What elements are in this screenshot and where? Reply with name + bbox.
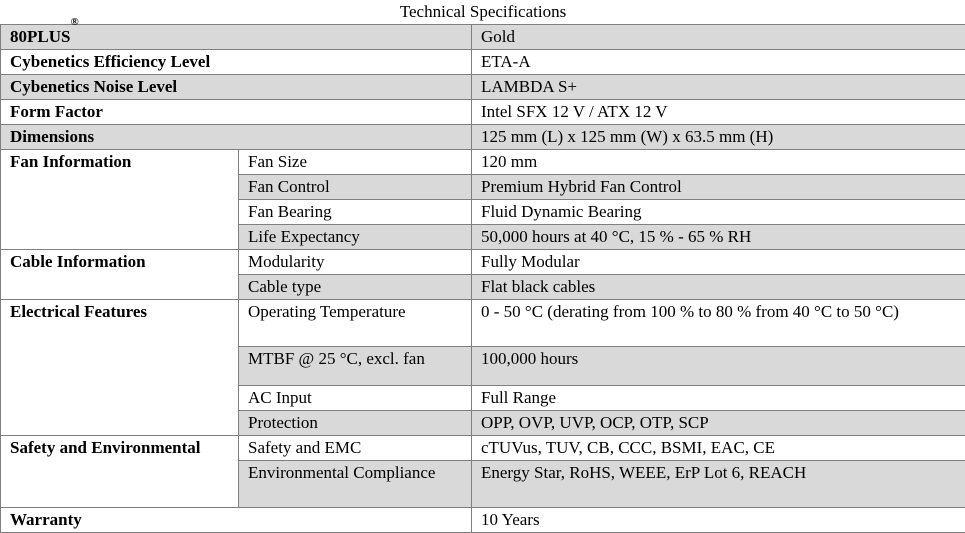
sub-label-safety-emc: Safety and EMC (239, 436, 472, 461)
row-value-cybenetics-noise: LAMBDA S+ (472, 75, 965, 100)
sub-label-fan-size: Fan Size (239, 150, 472, 175)
row-label-dimensions: Dimensions (1, 125, 472, 150)
sub-label-modularity: Modularity (239, 250, 472, 275)
table-title-row (1, 0, 965, 25)
group-label-cable-information: Cable Information (1, 250, 239, 300)
row-label-cybenetics-efficiency: Cybenetics Efficiency Level (1, 50, 472, 75)
sub-value-ac-input: Full Range (472, 386, 965, 411)
sub-value-cable-type: Flat black cables (472, 275, 965, 300)
row-value-form-factor: Intel SFX 12 V / ATX 12 V (472, 100, 965, 125)
sub-value-mtbf: 100,000 hours (472, 347, 965, 386)
row-label-form-factor: Form Factor (1, 100, 472, 125)
table-row (1, 25, 965, 50)
row-label-cybenetics-noise: Cybenetics Noise Level (1, 75, 472, 100)
sub-label-environmental-compliance: Environmental Compliance (239, 461, 472, 508)
sub-value-fan-size: 120 mm (472, 150, 965, 175)
row-value-warranty: 10 Years (472, 508, 965, 533)
row-label-80plus (1, 25, 472, 50)
sub-label-mtbf: MTBF @ 25 °C, excl. fan (239, 347, 472, 386)
table-row (1, 436, 965, 461)
label-text: 80PLUS (10, 27, 70, 46)
sub-label-life-expectancy: Life Expectancy (239, 225, 472, 250)
table-row (1, 75, 965, 100)
registered-mark: ® (70, 16, 78, 28)
sub-value-environmental-compliance: Energy Star, RoHS, WEEE, ErP Lot 6, REACH (472, 461, 965, 508)
sub-value-modularity: Fully Modular (472, 250, 965, 275)
row-value-dimensions: 125 mm (L) x 125 mm (W) x 63.5 mm (H) (472, 125, 965, 150)
sub-value-protection: OPP, OVP, UVP, OCP, OTP, SCP (472, 411, 965, 436)
table-row (1, 125, 965, 150)
table-row (1, 150, 965, 175)
sub-label-operating-temperature: Operating Temperature (239, 300, 472, 347)
table-row (1, 508, 965, 533)
table-row (1, 50, 965, 75)
sub-value-fan-bearing: Fluid Dynamic Bearing (472, 200, 965, 225)
row-value-80plus: Gold (472, 25, 965, 50)
table-title: Technical Specifications (1, 0, 965, 25)
sub-label-fan-bearing: Fan Bearing (239, 200, 472, 225)
row-value-cybenetics-efficiency: ETA-A (472, 50, 965, 75)
table-row (1, 300, 965, 347)
sub-value-operating-temperature: 0 - 50 °C (derating from 100 % to 80 % from 40 °C to 50 °C) (472, 300, 965, 347)
group-label-fan-information: Fan Information (1, 150, 239, 250)
row-label-warranty: Warranty (1, 508, 472, 533)
sub-label-fan-control: Fan Control (239, 175, 472, 200)
sub-value-fan-control: Premium Hybrid Fan Control (472, 175, 965, 200)
sub-label-cable-type: Cable type (239, 275, 472, 300)
group-label-electrical-features: Electrical Features (1, 300, 239, 436)
sub-value-safety-emc: cTUVus, TUV, CB, CCC, BSMI, EAC, CE (472, 436, 965, 461)
table-row (1, 100, 965, 125)
table-row (1, 250, 965, 275)
group-label-safety-environmental: Safety and Environmental (1, 436, 239, 508)
sub-value-life-expectancy: 50,000 hours at 40 °C, 15 % - 65 % RH (472, 225, 965, 250)
sub-label-protection: Protection (239, 411, 472, 436)
sub-label-ac-input: AC Input (239, 386, 472, 411)
